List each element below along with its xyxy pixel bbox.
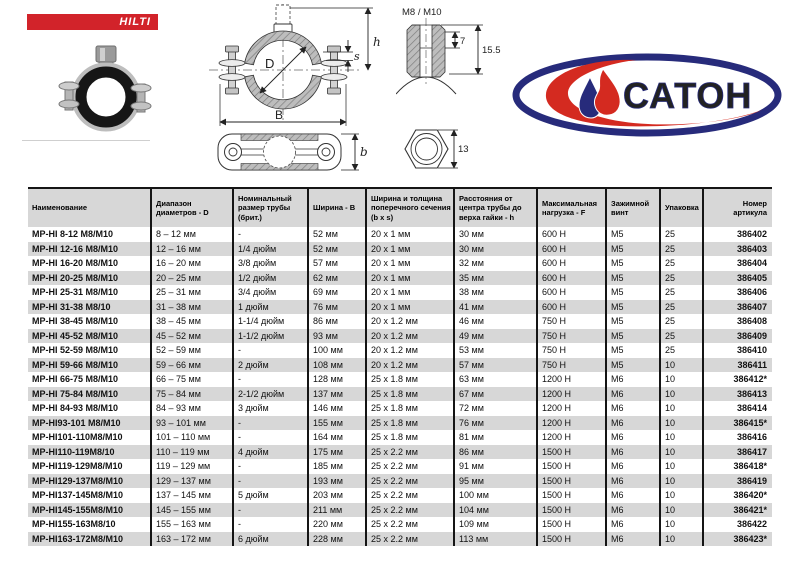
- table-cell: 20 x 1.2 мм: [366, 329, 454, 344]
- table-row: [28, 430, 772, 445]
- table-cell: 20 x 1 мм: [366, 256, 454, 271]
- table-cell: 228 мм: [308, 532, 366, 547]
- table-cell: 12 – 16 мм: [151, 242, 233, 257]
- table-cell: MP-HI 66-75 M8/M10: [32, 374, 119, 384]
- header-row: [28, 188, 772, 227]
- table-cell: 600 Н: [537, 242, 606, 257]
- table-cell: MP-HI 31-38 M8/10: [32, 301, 111, 312]
- table-cell: 72 мм: [454, 401, 537, 416]
- table-row: [28, 256, 772, 271]
- table-cell: -: [233, 459, 308, 474]
- table-cell: -: [233, 372, 308, 387]
- table-cell: 86 мм: [454, 445, 537, 460]
- table-cell: M5: [606, 343, 660, 358]
- table-cell: 1200 Н: [537, 430, 606, 445]
- table-cell: MP-HI163-172M8/M10: [32, 533, 124, 544]
- table-cell: 1/2 дюйм: [233, 271, 308, 286]
- table-row: [28, 387, 772, 402]
- table-cell: -: [233, 517, 308, 532]
- table-cell: M6: [606, 517, 660, 532]
- table-cell: MP-HI 38-45 M8/M10: [32, 316, 119, 326]
- table-cell: 175 мм: [308, 445, 366, 460]
- table-cell: 20 x 1 мм: [366, 242, 454, 257]
- table-cell: 386409: [703, 329, 772, 344]
- table-cell: 25 x 1.8 мм: [366, 430, 454, 445]
- table-cell: 10: [660, 372, 703, 387]
- photo-clamp: [59, 46, 151, 128]
- table-cell: 1500 Н: [537, 488, 606, 503]
- table-cell: 386402: [703, 227, 772, 242]
- table-cell: 20 x 1.2 мм: [366, 358, 454, 373]
- table-cell: MP-HI119-129M8/M10: [32, 461, 123, 471]
- table-cell: 41 мм: [454, 300, 537, 315]
- table-cell: 193 мм: [308, 474, 366, 489]
- table-cell: 104 мм: [454, 503, 537, 518]
- table-cell: 10: [660, 532, 703, 547]
- table-cell: 20 x 1.2 мм: [366, 314, 454, 329]
- table-cell: 386419: [703, 474, 772, 489]
- table-cell: 10: [660, 459, 703, 474]
- header-cell: Ширина и толщина поперечного сечения (b x s): [366, 188, 454, 227]
- table-cell: 10: [660, 416, 703, 431]
- table-cell: 95 мм: [454, 474, 537, 489]
- clamp-drawing: [193, 2, 397, 182]
- table-cell: 146 мм: [308, 401, 366, 416]
- table-cell: 81 мм: [454, 430, 537, 445]
- table-cell: 76 мм: [308, 300, 366, 315]
- table-cell: 10: [660, 358, 703, 373]
- table-cell: 25 x 1.8 мм: [366, 416, 454, 431]
- table-cell: 25 x 2.2 мм: [366, 517, 454, 532]
- table-cell: MP-HI110-119M8/10: [32, 446, 115, 457]
- table-cell: 100 мм: [308, 343, 366, 358]
- table-cell: 1500 Н: [537, 474, 606, 489]
- table-cell: MP-HI 25-31 M8/M10: [32, 287, 119, 297]
- table-cell: -: [233, 227, 308, 242]
- table-cell: 386410: [703, 343, 772, 358]
- table-cell: 20 x 1 мм: [366, 300, 454, 315]
- table-cell: M6: [606, 387, 660, 402]
- table-cell: 25: [660, 314, 703, 329]
- table-cell: 10: [660, 445, 703, 460]
- table-cell: 600 Н: [537, 285, 606, 300]
- table-cell: 155 – 163 мм: [151, 517, 233, 532]
- table-cell: 35 мм: [454, 271, 537, 286]
- table-cell: M5: [606, 285, 660, 300]
- table-cell: 750 Н: [537, 329, 606, 344]
- table-cell: 386422: [703, 517, 772, 532]
- table-cell: M6: [606, 459, 660, 474]
- table-cell: MP-HI101-110M8/M10: [32, 432, 123, 442]
- table-cell: M6: [606, 372, 660, 387]
- table-cell: 67 мм: [454, 387, 537, 402]
- table-cell: 386405: [703, 271, 772, 286]
- table-row: [28, 517, 772, 532]
- table-cell: 3/4 дюйм: [233, 285, 308, 300]
- table-row: [28, 459, 772, 474]
- table-cell: 137 – 145 мм: [151, 488, 233, 503]
- table-cell: 386411: [703, 358, 772, 373]
- table-cell: 20 x 1 мм: [366, 271, 454, 286]
- table-cell: 30 мм: [454, 242, 537, 257]
- table-row: [28, 285, 772, 300]
- table-cell: 101 – 110 мм: [151, 430, 233, 445]
- table-cell: 3 дюйм: [233, 401, 308, 416]
- table-cell: 211 мм: [308, 503, 366, 518]
- photo-divider-line: [22, 140, 150, 141]
- table-cell: 75 – 84 мм: [151, 387, 233, 402]
- hilti-logo-text: HILTI: [119, 16, 151, 28]
- table-cell: 386403: [703, 242, 772, 257]
- table-cell: -: [233, 430, 308, 445]
- table-row: [28, 416, 772, 431]
- table-cell: 1200 Н: [537, 372, 606, 387]
- table-row: [28, 401, 772, 416]
- table-cell: 137 мм: [308, 387, 366, 402]
- table-cell: M6: [606, 503, 660, 518]
- table-row: [28, 300, 772, 315]
- table-cell: 20 x 1 мм: [366, 285, 454, 300]
- table-cell: 31 – 38 мм: [151, 300, 233, 315]
- table-cell: 109 мм: [454, 517, 537, 532]
- table-cell: 86 мм: [308, 314, 366, 329]
- table-cell: 63 мм: [454, 372, 537, 387]
- table-cell: M6: [606, 474, 660, 489]
- table-cell: 386414: [703, 401, 772, 416]
- table-cell: MP-HI 20-25 M8/M10: [32, 272, 119, 283]
- table-cell: 1500 Н: [537, 503, 606, 518]
- table-row: [28, 343, 772, 358]
- table-cell: 32 мм: [454, 256, 537, 271]
- dim-label-B: B: [274, 108, 284, 122]
- table-cell: 1200 Н: [537, 387, 606, 402]
- table-cell: 25: [660, 242, 703, 257]
- table-row: [28, 532, 772, 547]
- table-cell: M5: [606, 256, 660, 271]
- table-cell: 386415*: [703, 416, 772, 431]
- table-cell: 185 мм: [308, 459, 366, 474]
- table-row: [28, 227, 772, 242]
- table-cell: 1500 Н: [537, 445, 606, 460]
- table-cell: 25 x 2.2 мм: [366, 503, 454, 518]
- table-cell: 1200 Н: [537, 416, 606, 431]
- table-cell: 25: [660, 300, 703, 315]
- table-row: [28, 488, 772, 503]
- table-cell: 10: [660, 503, 703, 518]
- table-cell: 750 Н: [537, 358, 606, 373]
- table-cell: 25 x 2.2 мм: [366, 445, 454, 460]
- table-cell: M5: [606, 329, 660, 344]
- header-cell: Номер артикула: [703, 188, 772, 227]
- table-cell: 386420*: [703, 488, 772, 503]
- table-cell: 386417: [703, 445, 772, 460]
- table-cell: 386408: [703, 314, 772, 329]
- table-cell: 57 мм: [454, 358, 537, 373]
- table-cell: MP-HI93-101 M8/M10: [32, 417, 121, 428]
- table-cell: 386416: [703, 430, 772, 445]
- header-cell: Диапазон диаметров - D: [151, 188, 233, 227]
- table-cell: 1500 Н: [537, 517, 606, 532]
- table-cell: 10: [660, 401, 703, 416]
- table-cell: M6: [606, 430, 660, 445]
- table-cell: 25 x 1.8 мм: [366, 401, 454, 416]
- table-cell: 3/8 дюйм: [233, 256, 308, 271]
- table-cell: 20 – 25 мм: [151, 271, 233, 286]
- table-cell: 163 – 172 мм: [151, 532, 233, 547]
- table-cell: MP-HI 59-66 M8/M10: [32, 359, 119, 370]
- table-cell: 1 дюйм: [233, 300, 308, 315]
- table-row: [28, 503, 772, 518]
- table-cell: 62 мм: [308, 271, 366, 286]
- table-cell: 386412*: [703, 372, 772, 387]
- table-cell: 2 дюйм: [233, 358, 308, 373]
- table-body: [28, 227, 772, 546]
- table-cell: 1500 Н: [537, 532, 606, 547]
- table-cell: M5: [606, 227, 660, 242]
- table-cell: 84 – 93 мм: [151, 401, 233, 416]
- table-cell: 1-1/4 дюйм: [233, 314, 308, 329]
- nut-drawing: [396, 2, 508, 182]
- header-cell: Расстояния от центра трубы до верха гайки - h: [454, 188, 537, 227]
- saton-logo-text: САТОН: [623, 75, 753, 116]
- table-cell: 20 x 1.2 мм: [366, 343, 454, 358]
- table-cell: -: [233, 474, 308, 489]
- table-cell: 155 мм: [308, 416, 366, 431]
- header-cell: Ширина - B: [308, 188, 366, 227]
- table-cell: 386413: [703, 387, 772, 402]
- table-cell: 91 мм: [454, 459, 537, 474]
- table-cell: MP-HI 12-16 M8/M10: [32, 243, 119, 254]
- table-cell: 10: [660, 517, 703, 532]
- table-cell: -: [233, 503, 308, 518]
- table-cell: 25: [660, 343, 703, 358]
- table-cell: M6: [606, 532, 660, 547]
- table-cell: M6: [606, 416, 660, 431]
- table-cell: 386421*: [703, 503, 772, 518]
- dim-7: 7: [460, 36, 466, 47]
- table-cell: 386418*: [703, 459, 772, 474]
- table-cell: 1200 Н: [537, 401, 606, 416]
- table-cell: 25: [660, 256, 703, 271]
- table-cell: MP-HI137-145M8/M10: [32, 490, 124, 500]
- table-row: [28, 271, 772, 286]
- table-cell: 52 – 59 мм: [151, 343, 233, 358]
- table-cell: 110 – 119 мм: [151, 445, 233, 460]
- table-cell: M5: [606, 358, 660, 373]
- table-cell: 38 мм: [454, 285, 537, 300]
- table-row: [28, 314, 772, 329]
- table-cell: 57 мм: [308, 256, 366, 271]
- table-cell: 2-1/2 дюйм: [233, 387, 308, 402]
- table-cell: 1/4 дюйм: [233, 242, 308, 257]
- table-cell: 30 мм: [454, 227, 537, 242]
- dim-label-s: s: [354, 50, 360, 63]
- table-cell: 46 мм: [454, 314, 537, 329]
- table-cell: 386404: [703, 256, 772, 271]
- table-cell: 203 мм: [308, 488, 366, 503]
- table-cell: 49 мм: [454, 329, 537, 344]
- table-row: [28, 445, 772, 460]
- table-cell: 386423*: [703, 532, 772, 547]
- table-cell: 145 – 155 мм: [151, 503, 233, 518]
- table-cell: 25 x 1.8 мм: [366, 387, 454, 402]
- table-cell: 164 мм: [308, 430, 366, 445]
- table-cell: 5 дюйм: [233, 488, 308, 503]
- table-cell: -: [233, 416, 308, 431]
- table-cell: 93 мм: [308, 329, 366, 344]
- table-cell: 25: [660, 285, 703, 300]
- header-cell: Упаковка: [660, 188, 703, 227]
- table-cell: 100 мм: [454, 488, 537, 503]
- table-cell: 750 Н: [537, 314, 606, 329]
- table-cell: 25 x 2.2 мм: [366, 488, 454, 503]
- header-cell: Наименование: [28, 188, 151, 227]
- table-cell: MP-HI 84-93 M8/M10: [32, 403, 119, 413]
- table-cell: MP-HI 52-59 M8/M10: [32, 345, 119, 355]
- table-cell: M6: [606, 445, 660, 460]
- table-cell: 8 – 12 мм: [151, 227, 233, 242]
- table-cell: 20 x 1 мм: [366, 227, 454, 242]
- table-cell: MP-HI145-155M8/M10: [32, 504, 124, 515]
- saton-logo: [506, 51, 790, 141]
- table-cell: 750 Н: [537, 343, 606, 358]
- dim-15-5: 15.5: [482, 45, 501, 56]
- table-row: [28, 242, 772, 257]
- table-cell: M5: [606, 242, 660, 257]
- table-cell: 25: [660, 271, 703, 286]
- table-cell: 59 – 66 мм: [151, 358, 233, 373]
- table-cell: 108 мм: [308, 358, 366, 373]
- table-cell: M6: [606, 401, 660, 416]
- nut-section: [396, 18, 456, 94]
- table-cell: 386407: [703, 300, 772, 315]
- table-cell: 25 x 1.8 мм: [366, 372, 454, 387]
- table-cell: M5: [606, 314, 660, 329]
- table-cell: M5: [606, 300, 660, 315]
- table-cell: 129 – 137 мм: [151, 474, 233, 489]
- table-cell: M5: [606, 271, 660, 286]
- table-cell: -: [233, 343, 308, 358]
- table-cell: 220 мм: [308, 517, 366, 532]
- hilti-logo: [27, 14, 158, 30]
- table-cell: 600 Н: [537, 271, 606, 286]
- dim-13: 13: [458, 144, 469, 155]
- table-cell: 38 – 45 мм: [151, 314, 233, 329]
- table-row: [28, 329, 772, 344]
- dim-label-h: h: [373, 35, 381, 49]
- table-cell: MP-HI 75-84 M8/M10: [32, 388, 119, 399]
- table-cell: M6: [606, 488, 660, 503]
- spec-table-wrap: [28, 187, 772, 546]
- table-cell: 69 мм: [308, 285, 366, 300]
- table-cell: 53 мм: [454, 343, 537, 358]
- table-cell: 10: [660, 430, 703, 445]
- table-cell: 25: [660, 227, 703, 242]
- table-cell: 25: [660, 329, 703, 344]
- table-cell: 119 – 129 мм: [151, 459, 233, 474]
- table-cell: 10: [660, 488, 703, 503]
- table-row: [28, 358, 772, 373]
- table-cell: 1500 Н: [537, 459, 606, 474]
- header-cell: Номинальный размер трубы (брит.): [233, 188, 308, 227]
- table-row: [28, 474, 772, 489]
- table-cell: 52 мм: [308, 227, 366, 242]
- dim-label-b: b: [360, 145, 368, 159]
- table-cell: 10: [660, 474, 703, 489]
- table-cell: 25 x 2.2 мм: [366, 474, 454, 489]
- hex-nut: [405, 130, 448, 168]
- product-photo: [40, 40, 165, 140]
- table-cell: MP-HI 8-12 M8/M10: [32, 229, 114, 239]
- table-cell: 113 мм: [454, 532, 537, 547]
- header-cell: Максимальная нагрузка - F: [537, 188, 606, 227]
- table-cell: 25 – 31 мм: [151, 285, 233, 300]
- bottom-view: [218, 134, 341, 170]
- threaded-rod: [276, 5, 290, 26]
- table-cell: 25 x 2.2 мм: [366, 532, 454, 547]
- table-cell: 45 – 52 мм: [151, 329, 233, 344]
- table-cell: MP-HI129-137M8/M10: [32, 475, 124, 486]
- table-cell: 66 – 75 мм: [151, 372, 233, 387]
- table-cell: 1-1/2 дюйм: [233, 329, 308, 344]
- table-cell: 4 дюйм: [233, 445, 308, 460]
- spec-table: [28, 187, 772, 546]
- table-cell: 25 x 2.2 мм: [366, 459, 454, 474]
- table-cell: MP-HI 16-20 M8/M10: [32, 258, 119, 268]
- table-cell: 16 – 20 мм: [151, 256, 233, 271]
- table-header: [28, 188, 772, 227]
- table-cell: 10: [660, 387, 703, 402]
- table-cell: 128 мм: [308, 372, 366, 387]
- table-cell: 6 дюйм: [233, 532, 308, 547]
- table-row: [28, 372, 772, 387]
- table-cell: 52 мм: [308, 242, 366, 257]
- header-cell: Зажимной винт: [606, 188, 660, 227]
- thread-size-label: M8 / M10: [402, 7, 442, 18]
- table-cell: 386406: [703, 285, 772, 300]
- table-cell: 600 Н: [537, 227, 606, 242]
- table-cell: MP-HI 45-52 M8/M10: [32, 330, 119, 341]
- table-cell: 76 мм: [454, 416, 537, 431]
- table-cell: 600 Н: [537, 300, 606, 315]
- table-cell: 600 Н: [537, 256, 606, 271]
- dim-label-D: D: [265, 56, 275, 71]
- table-cell: 93 – 101 мм: [151, 416, 233, 431]
- table-cell: MP-HI155-163M8/10: [32, 519, 116, 529]
